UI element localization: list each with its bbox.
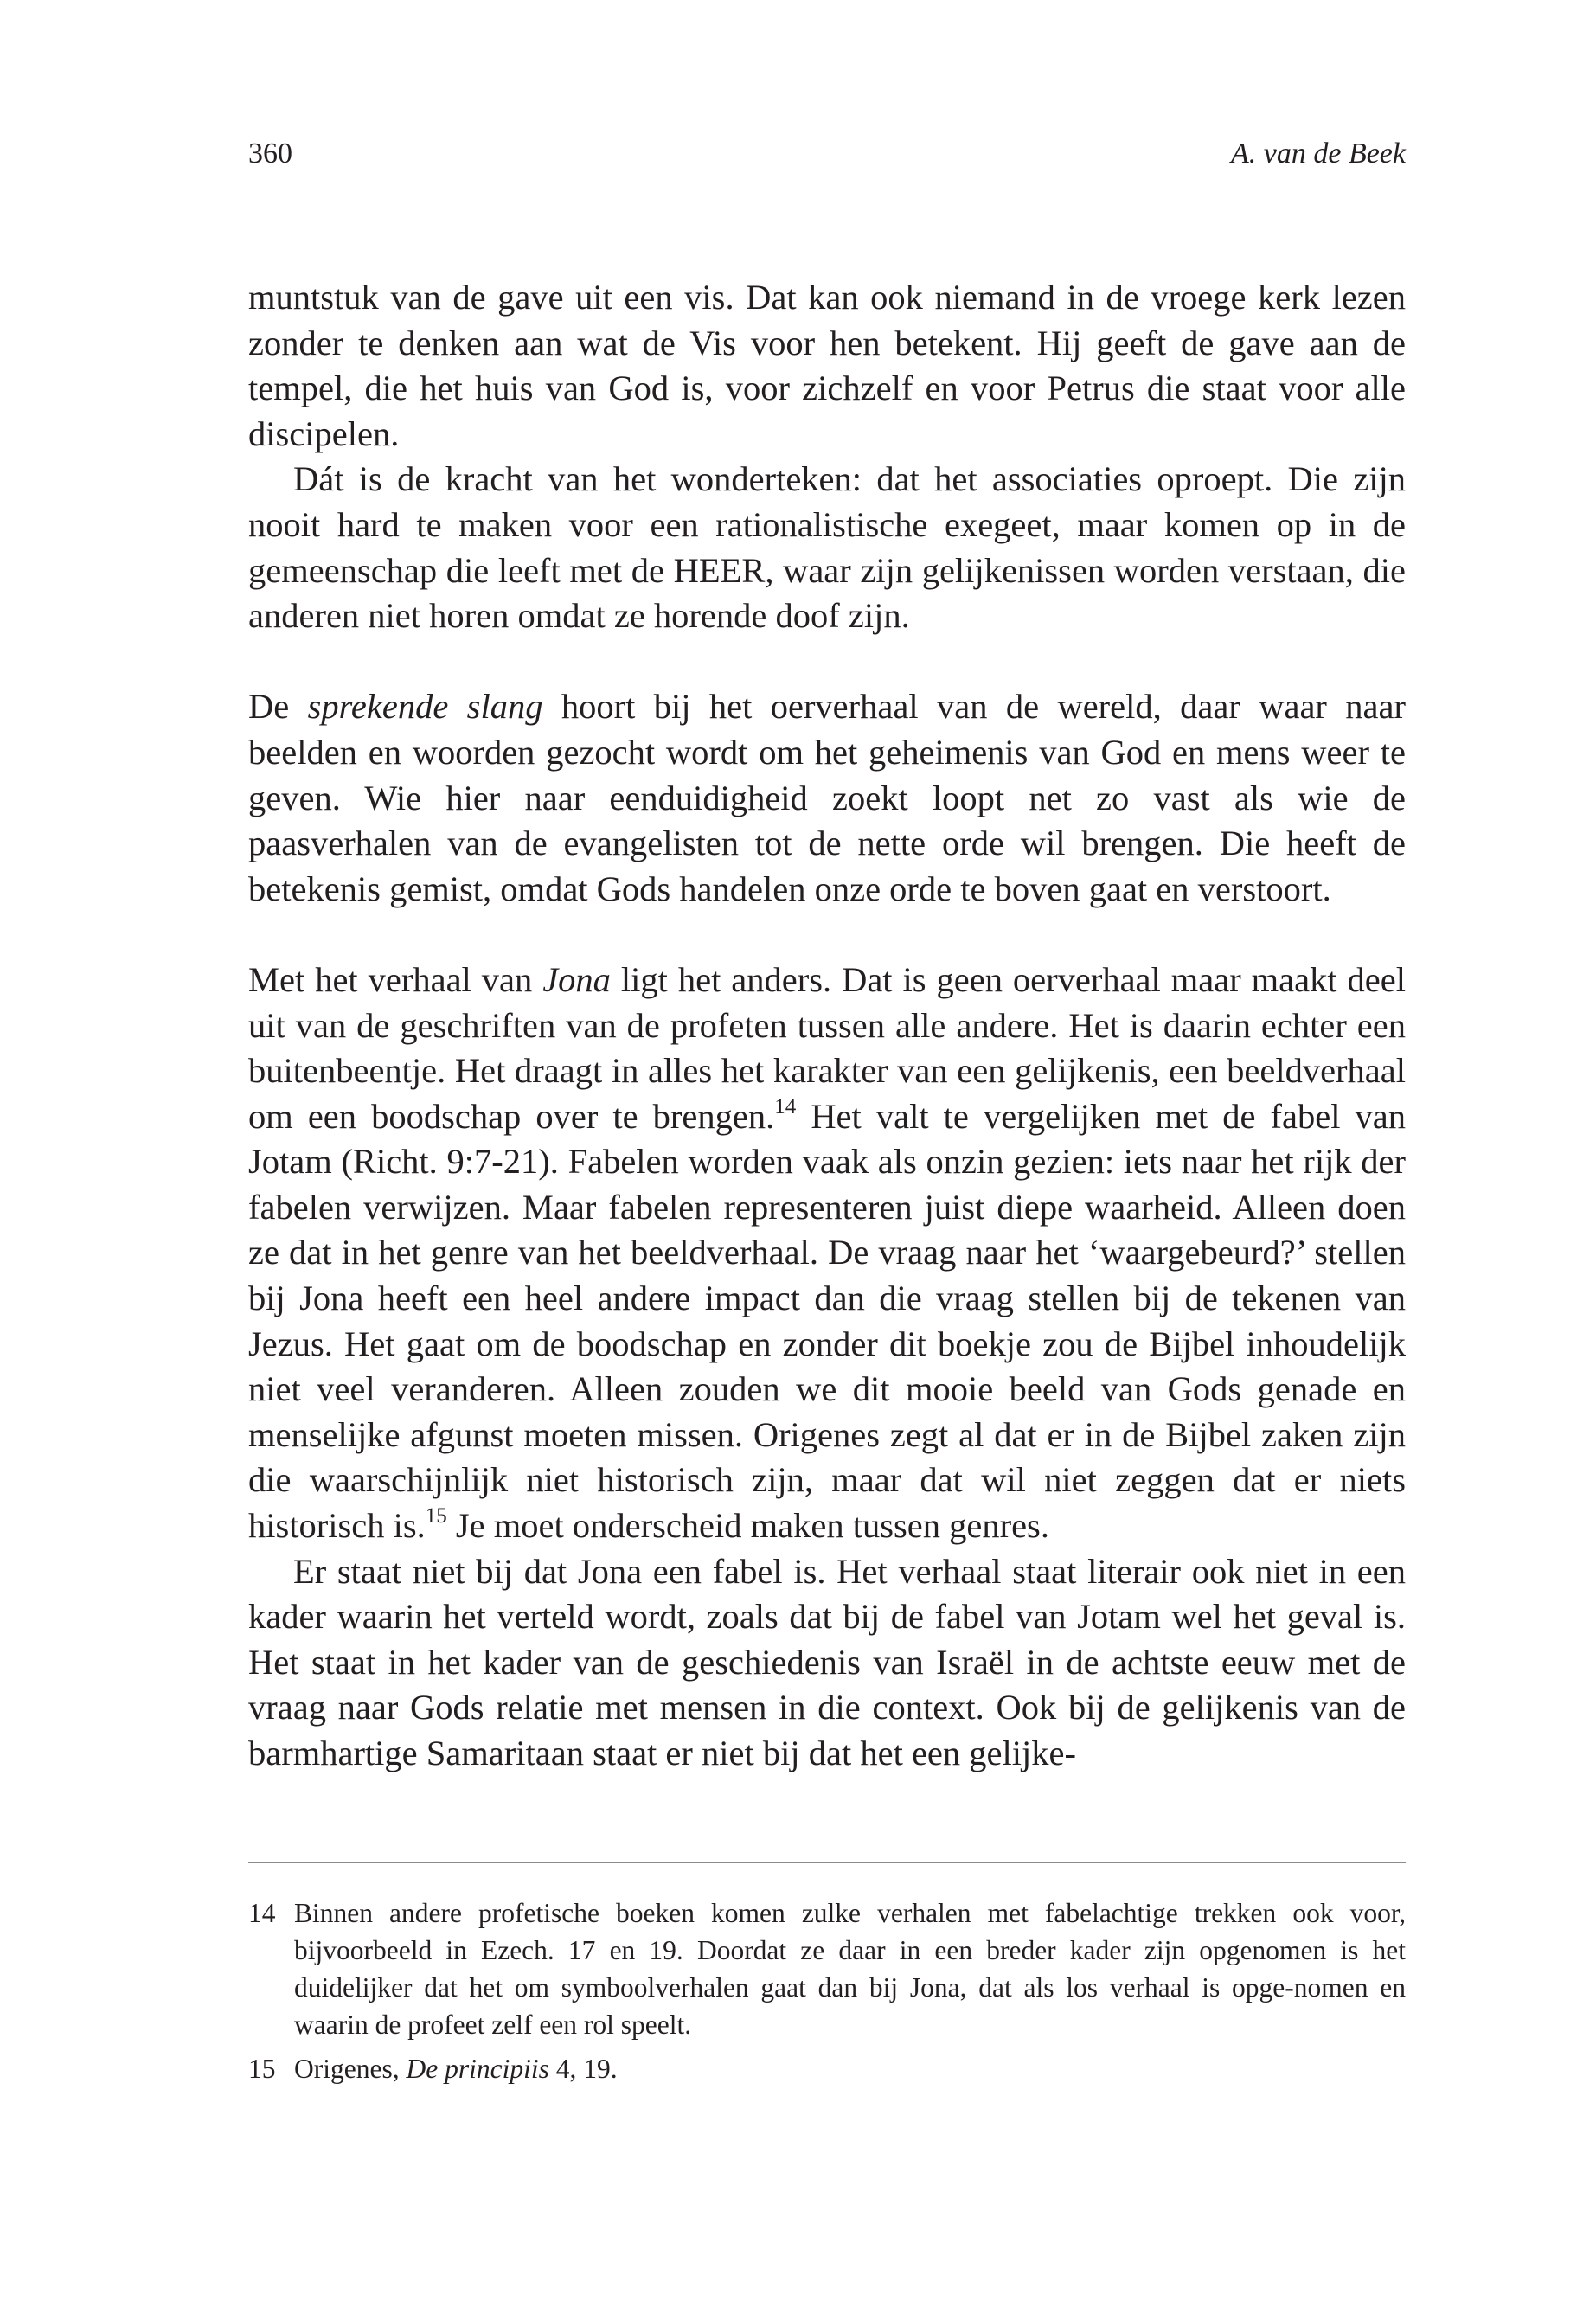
page-number: 360: [248, 138, 292, 170]
main-text: [248, 275, 1406, 1777]
work-title-de-principiis: De principiis: [406, 2054, 549, 2084]
footnote-ref-14[interactable]: 14: [774, 1094, 797, 1118]
running-head: A. van de Beek: [1231, 138, 1406, 170]
paragraph-4-text-after: Je moet onderscheid maken tussen genres.: [446, 1506, 1049, 1546]
emphasis-sprekende-slang: sprekende slang: [307, 687, 543, 727]
footnote-15-text-after: 4, 19.: [548, 2054, 618, 2084]
paragraph-3-text-after: hoort bij het oerverhaal van de wereld, daar waar naar beelden en woorden gezocht wordt om het geheimenis van God en mens weer te geven. Wie hier naar eenduidigheid zoekt loopt net zo vast als wie de paasverhalen van de evangelisten tot de nette orde wil brengen. Die heeft de betekenis gemist, omdat Gods handelen onze orde te boven gaat en verstoort.: [248, 687, 1406, 908]
footnotes: [248, 1894, 1406, 2094]
paragraph-5: Er staat niet bij dat Jona een fabel is. Het verhaal staat literair ook niet in een kader waarin het verteld wordt, zoals dat bij de fabel van Jotam wel het geval is. Het staat in het kader van de geschiedenis van Israël in de achtste eeuw met de vraag naar Gods relatie met mensen in die context. Ook bij de gelijkenis van de barmhartige Samaritaan staat er niet bij dat het een gelijke-: [248, 1551, 1406, 1772]
footnote-14: [248, 1894, 1406, 2043]
paragraph-4-text-before: Met het verhaal van: [248, 959, 543, 999]
footnote-text: [294, 2050, 1406, 2087]
footnote-number: 15: [248, 2054, 276, 2084]
emphasis-jona: Jona: [542, 959, 611, 999]
paragraph-4-text-mid: ligt het anders. Dat is geen oerverhaal maar maakt deel uit van de geschriften van de profeten tussen alle andere. Het is daarin echter een buitenbeentje. Het draagt in alles het karakter van een gelijkenis, een beeldverhaal om een boodschap over te brengen.: [248, 959, 1407, 1136]
paragraph-2: Dát is de kracht van het wonderteken: dat het associaties oproept. Die zijn nooit hard te maken voor een rationalistische exegeet, maar komen op in de gemeenschap die leeft met de HEER, waar zijn gelijkenissen worden verstaan, die anderen niet horen omdat ze horende doof zijn.: [248, 459, 1406, 636]
paragraph-4-text-mid2: Het valt te vergelijken met de fabel van Jotam (Richt. 9:7-21). Fabelen worden vaak als onzin gezien: iets naar het rijk der fabelen verwijzen. Maar fabelen representeren juist diepe waarheid. Alleen doen ze dat in het genre van het beeldverhaal. De vraag naar het ‘waargebeurd?’ stellen bij Jona heeft een heel andere impact dan die vraag stellen bij de tekenen van Jezus. Het gaat om de boodschap en zonder dit boekje zou de Bijbel inhoudelijk niet veel veranderen. Alleen zouden we dit mooie beeld van Gods genade en menselijke afgunst moeten missen. Origenes zegt al dat er in de Bijbel zaken zijn die waarschijnlijk niet historisch zijn, maar dat wil niet zeggen dat er niets historisch is.: [248, 1096, 1407, 1546]
footnote-ref-15[interactable]: 15: [425, 1504, 447, 1529]
paragraph-3: [248, 684, 1406, 912]
footnote-number: 14: [248, 1898, 276, 1928]
footnote-15-text-before: Origenes,: [294, 2054, 407, 2084]
paragraph-4: [248, 958, 1406, 1549]
footnote-text: Binnen andere profetische boeken komen zulke verhalen met fabelachtige trekken ook voor, bijvoorbeeld in Ezech. 17 en 19. Doordat ze daar in een breder kader zijn opgenomen is het duidelijker dat het om symboolverhalen gaat dan bij Jona, dat als los verhaal is opge-nomen en waarin de profeet zelf een rol speelt.: [294, 1898, 1406, 2040]
paragraph-3-text-before: De: [248, 687, 308, 727]
footnote-divider: [248, 1862, 1406, 1863]
paragraph-1: muntstuk van de gave uit een vis. Dat kan ook niemand in de vroege kerk lezen zonder te denken aan wat de Vis voor hen betekent. Hij geeft de gave aan de tempel, die het huis van God is, voor zichzelf en voor Petrus die staat voor alle discipelen.: [248, 278, 1406, 453]
footnote-15: [248, 2050, 1406, 2087]
